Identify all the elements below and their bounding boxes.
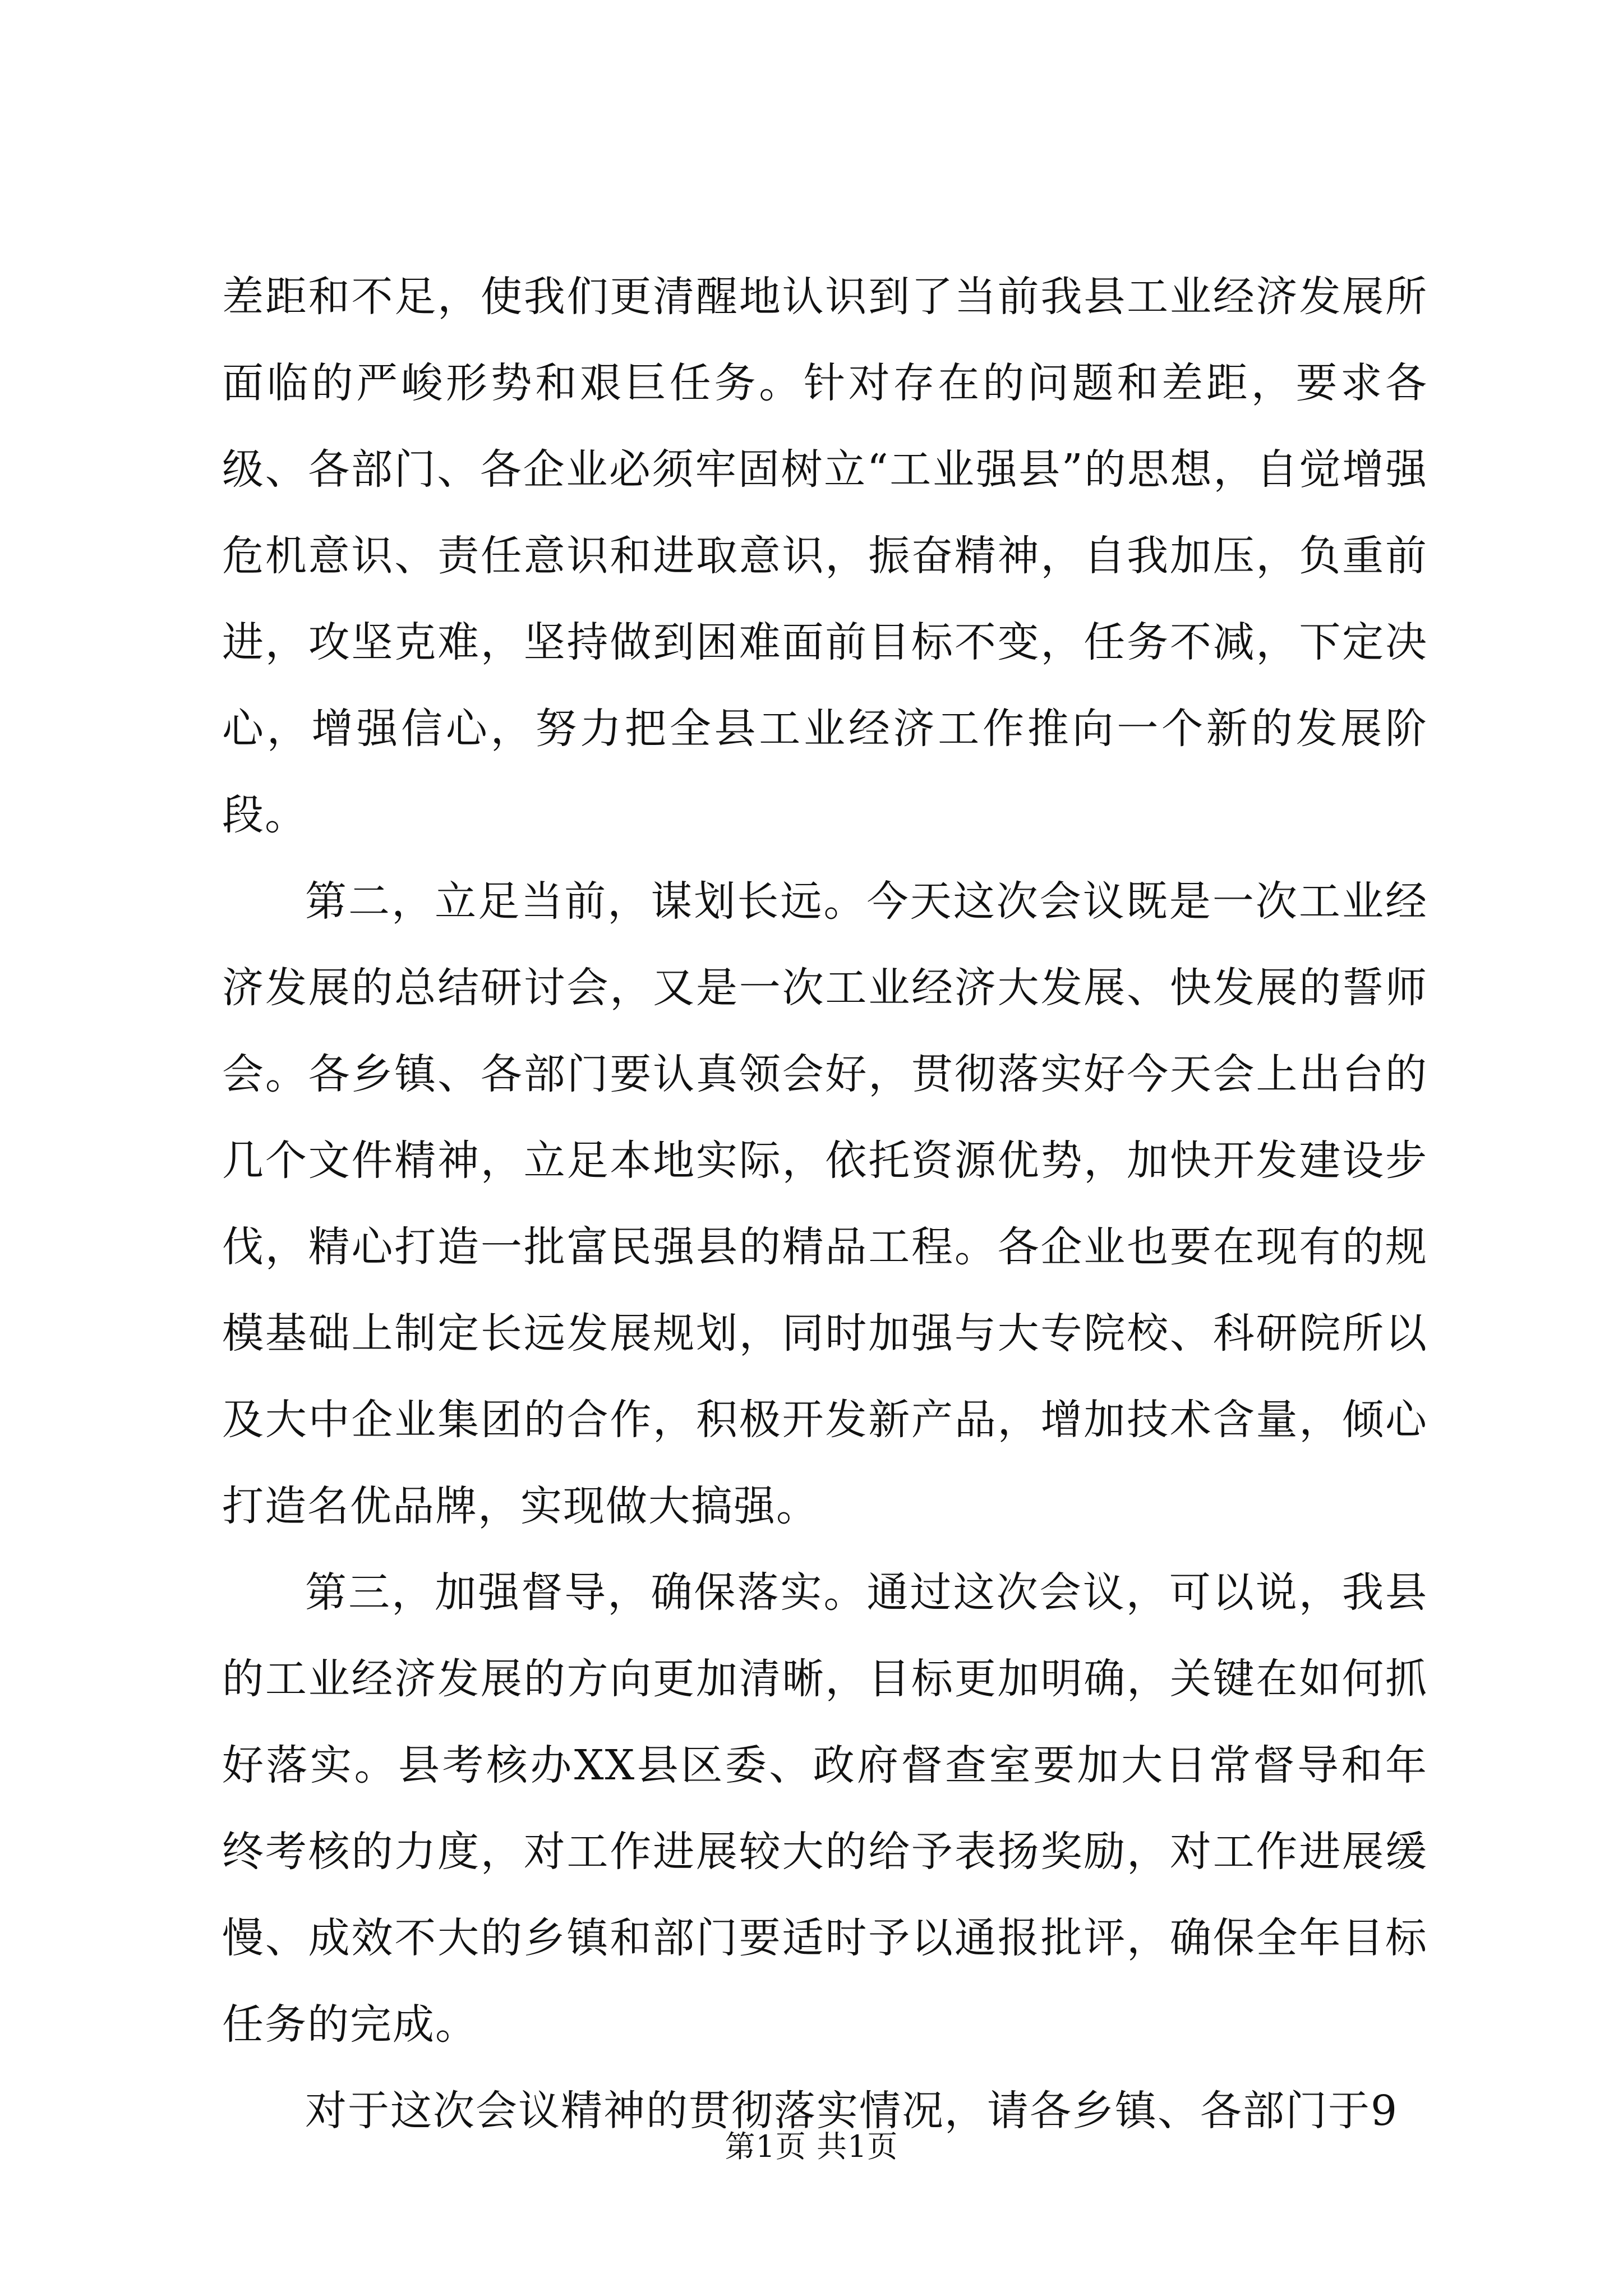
paragraph-3: 第三，加强督导，确保落实。通过这次会议，可以说，我县的工业经济发展的方向更加清晰，目标更加明确，关键在如何抓好落实。县考核办XX县区委、政府督查室要加大日常督导和年终考核的力度，对工作进展较大的给予表扬奖励，对工作进展缓慢、成效不大的乡镇和部门要适时予以通报批评，确保全年目标任务的完成。 bbox=[222, 1568, 1428, 2049]
paragraph-4: 对于这次会议精神的贯彻落实情况，请各乡镇、各部门于9 bbox=[305, 2087, 1399, 2135]
paragraph-1: 差距和不足，使我们更清醒地认识到了当前我县工业经济发展所面临的严峻形势和艰巨任务。针对存在的问题和差距，要求各级、各部门、各企业必须牢固树立“工业强县”的思想，自觉增强危机意识、责任意识和进取意识，振奋精神，自我加压，负重前进，攻坚克难，坚持做到困难面前目标不变，任务不减，下定决心，增强信心，努力把全县工业经济工作推向一个新的发展阶段。 bbox=[222, 273, 1428, 839]
paragraph-2: 第二，立足当前，谋划长远。今天这次会议既是一次工业经济发展的总结研讨会，又是一次工业经济大发展、快发展的誓师会。各乡镇、各部门要认真领会好，贯彻落实好今天会上出台的几个文件精神，立足本地实际，依托资源优势，加快开发建设步伐，精心打造一批富民强县的精品工程。各企业也要在现有的规模基础上制定长远发展规划，同时加强与大专院校、科研院所以及大中企业集团的合作，积极开发新产品，增加技术含量，倾心打造名优品牌，实现做大搞强。 bbox=[222, 877, 1428, 1530]
document-body bbox=[222, 254, 1428, 2154]
page-footer: 第1页 共1页 bbox=[725, 2129, 898, 2164]
